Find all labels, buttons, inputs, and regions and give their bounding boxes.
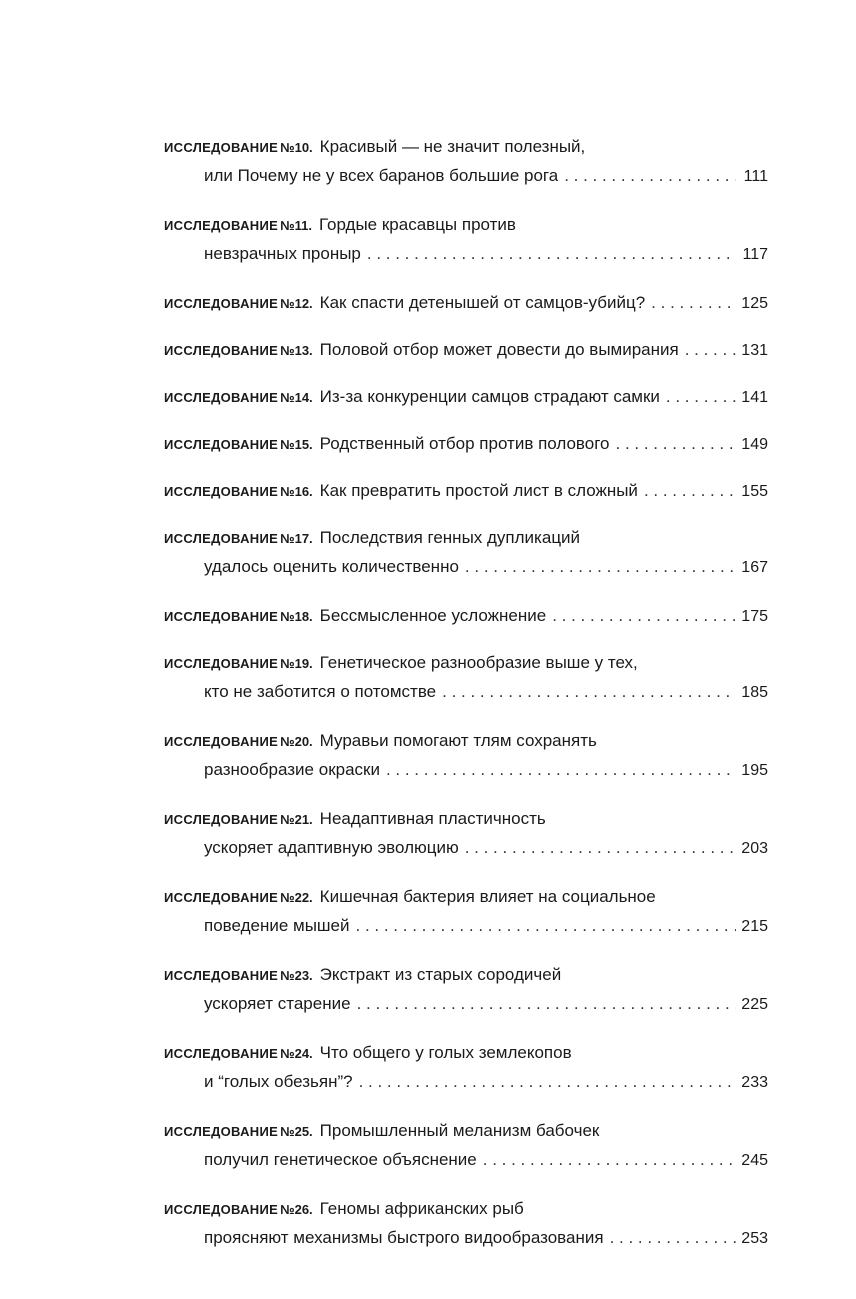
page-number[interactable]: 131 [741, 342, 768, 359]
toc-entry-first-line [164, 1117, 768, 1146]
study-number: №14. [280, 390, 313, 405]
page-number[interactable]: 225 [741, 996, 768, 1013]
study-number: №16. [280, 484, 313, 499]
study-number: №15. [280, 437, 313, 452]
dot-leader [357, 990, 736, 1018]
toc-entry-first-line [164, 289, 768, 318]
study-title: Гордые красавцы против [318, 215, 516, 234]
toc-entry[interactable] [164, 383, 768, 412]
toc-entry[interactable] [164, 727, 768, 785]
dot-leader [552, 602, 736, 630]
toc-entry-first-line [164, 430, 768, 459]
study-title-continued: получил генетическое объяснение [204, 1150, 477, 1169]
toc-entry[interactable] [164, 602, 768, 631]
toc-entry-first-line [164, 961, 768, 990]
toc-entry-first-line [164, 336, 768, 365]
study-number: №23. [280, 968, 313, 983]
toc-entry[interactable] [164, 477, 768, 506]
toc-entry[interactable] [164, 336, 768, 365]
toc-entry-first-line [164, 1039, 768, 1068]
dot-leader [616, 430, 736, 458]
study-label: ИССЛЕДОВАНИЕ [164, 890, 279, 905]
study-title: Неадаптивная пластичность [319, 809, 546, 828]
study-title-continued: ускоряет адаптивную эволюцию [204, 838, 459, 857]
study-title: Из-за конкуренции самцов страдают самки [319, 387, 660, 406]
study-label: ИССЛЕДОВАНИЕ [164, 1046, 279, 1061]
study-label: ИССЛЕДОВАНИЕ [164, 656, 279, 671]
study-title-continued: удалось оценить количественно [204, 557, 459, 576]
toc-entry-first-line [164, 477, 768, 506]
table-of-contents [164, 133, 768, 1273]
study-title-continued: и “голых обезьян”? [204, 1072, 353, 1091]
page-number[interactable]: 175 [741, 608, 768, 625]
study-number: №20. [280, 734, 313, 749]
toc-entry-first-line [164, 883, 768, 912]
page-number[interactable]: 167 [741, 559, 768, 576]
study-label: ИССЛЕДОВАНИЕ [164, 531, 279, 546]
study-title: Промышленный меланизм бабочек [319, 1121, 600, 1140]
page-number[interactable]: 195 [741, 762, 768, 779]
toc-entry-first-line [164, 602, 768, 631]
study-number: №26. [280, 1202, 313, 1217]
toc-entry-first-line [164, 1195, 768, 1224]
study-label: ИССЛЕДОВАНИЕ [164, 1202, 279, 1217]
study-label: ИССЛЕДОВАНИЕ [164, 1124, 279, 1139]
study-number: №11. [280, 218, 312, 233]
toc-entry-second-line [164, 553, 768, 582]
study-title-continued: кто не заботится о потомстве [204, 682, 437, 701]
study-label: ИССЛЕДОВАНИЕ [164, 968, 279, 983]
toc-entry[interactable] [164, 289, 768, 318]
dot-leader [610, 1224, 736, 1252]
study-number: №13. [280, 343, 313, 358]
page-number[interactable]: 141 [741, 389, 768, 406]
study-label: ИССЛЕДОВАНИЕ [164, 609, 279, 624]
toc-entry-second-line [164, 756, 768, 785]
study-number: №24. [280, 1046, 313, 1061]
toc-entry-first-line [164, 805, 768, 834]
page-number[interactable]: 111 [743, 168, 768, 185]
toc-entry[interactable] [164, 1195, 768, 1253]
toc-entry-second-line [164, 162, 768, 191]
page-number[interactable]: 149 [741, 436, 768, 453]
dot-leader [386, 756, 736, 784]
dot-leader [367, 240, 736, 268]
dot-leader [483, 1146, 736, 1174]
study-label: ИССЛЕДОВАНИЕ [164, 484, 279, 499]
study-title-continued: разнообразие окраски [204, 760, 380, 779]
study-title-continued: поведение мышей [204, 916, 350, 935]
toc-entry[interactable] [164, 961, 768, 1019]
study-label: ИССЛЕДОВАНИЕ [164, 812, 279, 827]
study-title: Что общего у голых землекопов [319, 1043, 572, 1062]
page-number[interactable]: 117 [742, 246, 768, 263]
page-number[interactable]: 125 [741, 295, 768, 312]
toc-entry-second-line [164, 240, 768, 269]
toc-entry-first-line [164, 211, 768, 240]
study-title: Как спасти детенышей от самцов-убийц? [319, 293, 646, 312]
page-number[interactable]: 203 [741, 840, 768, 857]
toc-entry[interactable] [164, 430, 768, 459]
toc-entry[interactable] [164, 649, 768, 707]
dot-leader [359, 1068, 736, 1096]
dot-leader [356, 912, 736, 940]
dot-leader [651, 289, 736, 317]
dot-leader [564, 162, 736, 190]
dot-leader [685, 336, 736, 364]
toc-entry-first-line [164, 383, 768, 412]
study-title: Генетическое разнообразие выше у тех, [319, 653, 638, 672]
study-label: ИССЛЕДОВАНИЕ [164, 296, 279, 311]
study-title: Экстракт из старых сородичей [319, 965, 562, 984]
study-number: №12. [280, 296, 313, 311]
study-title: Как превратить простой лист в сложный [319, 481, 638, 500]
page-number[interactable]: 253 [741, 1230, 768, 1247]
study-label: ИССЛЕДОВАНИЕ [164, 734, 279, 749]
study-title: Геномы африканских рыб [319, 1199, 524, 1218]
page-number[interactable]: 245 [741, 1152, 768, 1169]
page-number[interactable]: 185 [741, 684, 768, 701]
toc-entry[interactable] [164, 1117, 768, 1175]
study-title-continued: или Почему не у всех баранов большие рога [204, 166, 559, 185]
dot-leader [666, 383, 736, 411]
study-number: №25. [280, 1124, 313, 1139]
toc-entry-first-line [164, 524, 768, 553]
toc-entry-first-line [164, 133, 768, 162]
dot-leader [465, 553, 736, 581]
page-number[interactable]: 155 [741, 483, 768, 500]
study-title: Последствия генных дупликаций [319, 528, 581, 547]
study-label: ИССЛЕДОВАНИЕ [164, 218, 279, 233]
study-number: №19. [280, 656, 313, 671]
study-label: ИССЛЕДОВАНИЕ [164, 343, 279, 358]
toc-entry-second-line [164, 678, 768, 707]
toc-entry[interactable] [164, 1039, 768, 1097]
study-title: Кишечная бактерия влияет на социальное [319, 887, 656, 906]
toc-entry-first-line [164, 649, 768, 678]
toc-entry[interactable] [164, 524, 768, 582]
study-title-continued: ускоряет старение [204, 994, 351, 1013]
study-number: №22. [280, 890, 313, 905]
page-number[interactable]: 233 [741, 1074, 768, 1091]
page-number[interactable]: 215 [741, 918, 768, 935]
dot-leader [644, 477, 736, 505]
study-number: №21. [280, 812, 313, 827]
study-title: Муравьи помогают тлям сохранять [319, 731, 597, 750]
toc-entry-second-line [164, 990, 768, 1019]
toc-entry-second-line [164, 912, 768, 941]
toc-entry[interactable] [164, 211, 768, 269]
toc-entry[interactable] [164, 133, 768, 191]
study-number: №17. [280, 531, 313, 546]
study-title-continued: невзрачных проныр [204, 244, 361, 263]
study-label: ИССЛЕДОВАНИЕ [164, 437, 279, 452]
dot-leader [465, 834, 736, 862]
toc-entry-second-line [164, 1068, 768, 1097]
toc-entry-first-line [164, 727, 768, 756]
toc-entry-second-line [164, 1224, 768, 1253]
study-title: Бессмысленное усложнение [319, 606, 547, 625]
study-label: ИССЛЕДОВАНИЕ [164, 390, 279, 405]
study-title: Половой отбор может довести до вымирания [319, 340, 679, 359]
toc-entry-second-line [164, 834, 768, 863]
toc-entry[interactable] [164, 805, 768, 863]
dot-leader [442, 678, 736, 706]
toc-entry-second-line [164, 1146, 768, 1175]
study-title: Красивый — не значит полезный, [319, 137, 586, 156]
study-number: №10. [280, 140, 313, 155]
study-title: Родственный отбор против полового [319, 434, 610, 453]
study-number: №18. [280, 609, 313, 624]
study-label: ИССЛЕДОВАНИЕ [164, 140, 279, 155]
study-title-continued: проясняют механизмы быстрого видообразования [204, 1228, 604, 1247]
toc-entry[interactable] [164, 883, 768, 941]
